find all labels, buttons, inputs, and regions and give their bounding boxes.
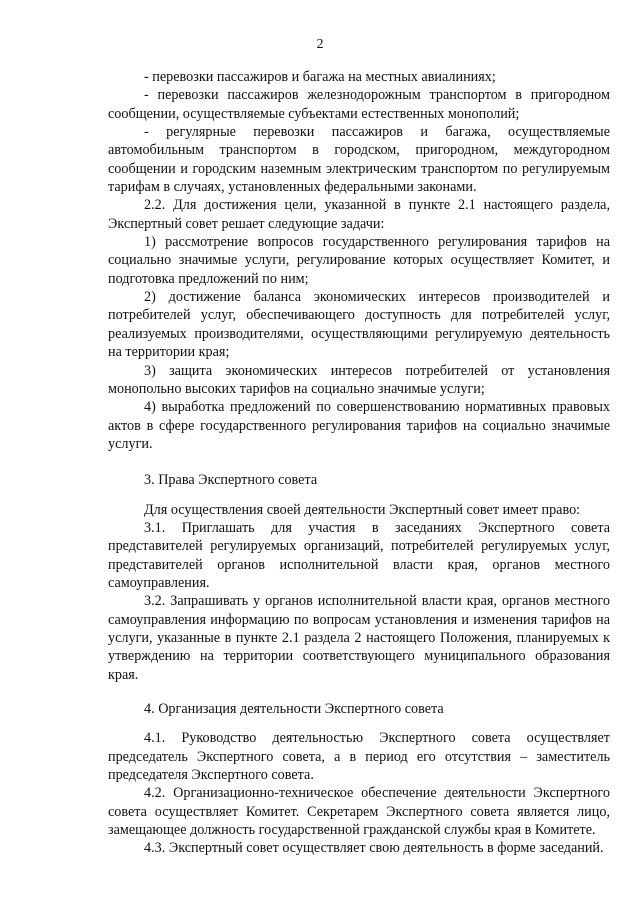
paragraph: 2) достижение баланса экономических интересов производителей и потребителей услуг, обеспечивающего доступность для потребителей услуг, реализуемых производителями, осуществляющими регулируемую деятельность на территории края; xyxy=(108,289,610,361)
paragraph: 4.3. Экспертный совет осуществляет свою деятельность в форме заседаний. xyxy=(144,840,604,857)
section-heading: 3. Права Экспертного совета xyxy=(144,472,318,489)
section-heading: 4. Организация деятельности Экспертного совета xyxy=(144,701,444,717)
paragraph: Для осуществления своей деятельности Экспертный совет имеет право: xyxy=(144,501,581,518)
document-body xyxy=(108,68,610,858)
paragraph: 3.2. Запрашивать у органов исполнительной власти края, органов местного самоуправления информацию по вопросам установления и изменения тарифов на услуги, указанные в пункте 2.1 раздела 2 настоящего Положения, планируемых к утверждению на территории соответствующего муниципального образования края. xyxy=(108,593,610,683)
paragraph: 2.2. Для достижения цели, указанной в пункте 2.1 настоящего раздела, Экспертный совет решает следующие задачи: xyxy=(108,197,610,232)
paragraph: 3.1. Приглашать для участия в заседаниях Экспертного совета представителей регулируемых организаций, потребителей регулируемых услуг, представителей органов исполнительной власти края, органов местного самоуправления. xyxy=(108,519,610,591)
paragraph: 1) рассмотрение вопросов государственного регулирования тарифов на социально значимые услуги, регулирование которых осуществляет Комитет, и подготовка предложений по ним; xyxy=(108,234,610,287)
paragraph: 4.1. Руководство деятельностью Экспертного совета осуществляет председатель Экспертного совета, а в период его отсутствия – заместитель председателя Экспертного совета. xyxy=(108,730,610,784)
paragraph: - перевозки пассажиров и багажа на местных авиалиниях; xyxy=(144,69,496,85)
paragraph: - регулярные перевозки пассажиров и багажа, осуществляемые автомобильным транспортом в городском, пригородном, междугородном сообщении и городским наземным электрическим транспортом по регулируемым тарифам в случаях, установленных федеральными законами. xyxy=(108,124,610,196)
paragraph: 4.2. Организационно-техническое обеспечение деятельности Экспертного совета осуществляет Комитет. Секретарем Экспертного совета является лицо, замещающее должность государственной гражданской службы края в Комитете. xyxy=(108,785,610,839)
paragraph: - перевозки пассажиров железнодорожным транспортом в пригородном сообщении, осуществляемые субъектами естественных монополий; xyxy=(108,87,610,122)
paragraph: 3) защита экономических интересов потребителей от установления монопольно высоких тарифов на социально значимые услуги; xyxy=(108,362,610,397)
paragraph: 4) выработка предложений по совершенствованию нормативных правовых актов в сфере государственного регулирования тарифов на социально значимые услуги. xyxy=(108,399,610,452)
page-number: 2 xyxy=(316,37,324,52)
